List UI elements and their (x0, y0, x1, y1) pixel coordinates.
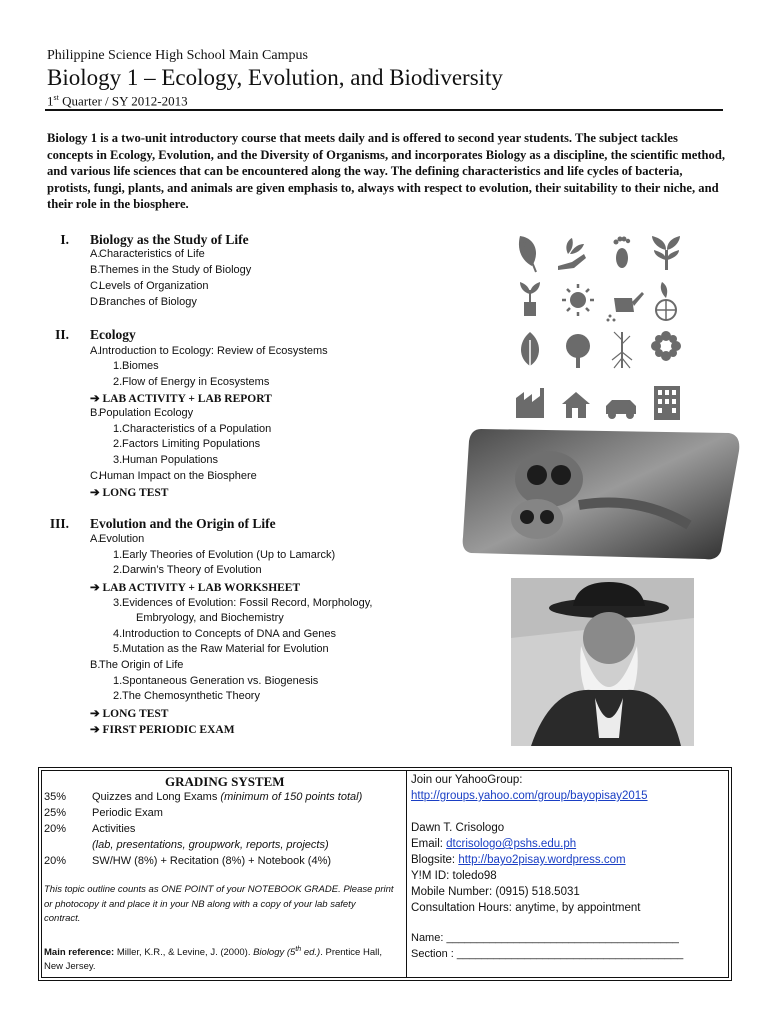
potted-plant-icon (520, 282, 540, 316)
list-item: 1. Spontaneous Generation vs. Biogenesis (113, 675, 319, 687)
tarsier-photo (459, 425, 742, 562)
section-3-title: Evolution and the Origin of Life (90, 516, 276, 531)
grading-row-label: Periodic Exam (92, 807, 163, 819)
email-link[interactable]: dtcrisologo@pshs.edu.ph (446, 838, 577, 850)
watering-can-icon (607, 292, 645, 322)
grading-row: 25% (44, 807, 67, 819)
factory-icon (516, 388, 544, 418)
box-divider (406, 771, 407, 977)
list-item: B. Population Ecology (90, 407, 194, 419)
list-item: C. Human Impact on the Biosphere (90, 470, 257, 482)
sun-icon (562, 284, 594, 316)
list-item: 4. Introduction to Concepts of DNA and Genes (113, 628, 337, 640)
plant-sprout-icon (652, 236, 680, 270)
list-item: D. Branches of Biology (90, 296, 197, 308)
list-item: 1. Early Theories of Evolution (Up to Lamarck) (113, 549, 336, 561)
teacher-name: Dawn T. Crisologo (411, 822, 505, 834)
section-2-title: Ecology (90, 327, 136, 342)
grading-row: 35% (44, 791, 67, 803)
school-name: Philippine Science High School Main Campus (47, 48, 308, 63)
info-box-inner (41, 770, 729, 978)
globe-plant-icon (656, 282, 676, 320)
footprint-icon (614, 237, 631, 269)
long-test-note: ➔ LONG TEST (90, 708, 169, 720)
flower-icon (651, 331, 681, 361)
list-item: A. Characteristics of Life (90, 248, 205, 260)
list-item: 1. Biomes (113, 360, 159, 372)
mobile-number: Mobile Number: (0915) 518.5031 (411, 886, 580, 898)
notebook-notice: This topic outline counts as ONE POINT of your NOTEBOOK GRADE. Please print or photocopy it and place it in your NB along with a copy of your lab safety contract. (44, 884, 394, 924)
header-rule (45, 109, 723, 111)
quarter-text: Quarter / SY 2012-2013 (58, 93, 188, 109)
periodic-exam-note: ➔ FIRST PERIODIC EXAM (90, 724, 235, 736)
list-item: B. Themes in the Study of Biology (90, 264, 252, 276)
grading-row: 20% (44, 855, 67, 867)
lab-activity-note: ➔ LAB ACTIVITY + LAB WORKSHEET (90, 582, 301, 594)
blog-link[interactable]: http://bayo2pisay.wordpress.com (458, 854, 626, 866)
section-field[interactable]: Section : _____________________________________ (411, 948, 684, 960)
yahoo-group-link[interactable]: http://groups.yahoo.com/group/bayopisay2015 (411, 790, 648, 802)
name-field[interactable]: Name: ______________________________________ (411, 932, 679, 944)
list-item: 5. Mutation as the Raw Material for Evolution (113, 643, 329, 655)
list-item: 3. Human Populations (113, 454, 219, 466)
quarter-number: 1 (47, 93, 54, 109)
list-item: 2. Darwin’s Theory of Evolution (113, 564, 262, 576)
list-item: 3. Evidences of Evolution: Fossil Record, Morphology, (113, 597, 373, 609)
blog-row: Blogsite: http://bayo2pisay.wordpress.com (411, 854, 626, 866)
list-item: 2. Factors Limiting Populations (113, 438, 261, 450)
tree-icon (566, 334, 590, 368)
grading-row-label: Activities (92, 823, 136, 835)
grading-title: GRADING SYSTEM (165, 774, 285, 789)
list-item: B. The Origin of Life (90, 659, 184, 671)
leaf-icon (521, 332, 539, 368)
ym-id: Y!M ID: toledo98 (411, 870, 497, 882)
list-item: 2. Flow of Energy in Ecosystems (113, 376, 270, 388)
main-reference: Main reference: Miller, K.R., & Levine, J. (2000). Biology (5th ed.). Prentice Hall, New Jersey. (44, 946, 382, 972)
list-item-continued: Embryology, and Biochemistry (136, 612, 284, 624)
list-item: 1. Characteristics of a Population (113, 423, 272, 435)
email-row: Email: dtcrisologo@pshs.edu.ph (411, 838, 577, 850)
house-icon (562, 392, 590, 418)
yahoo-group-label: Join our YahooGroup: (411, 774, 523, 786)
page-title: Biology 1 – Ecology, Evolution, and Biodiversity (47, 65, 503, 90)
list-item: A. Evolution (90, 533, 145, 545)
list-item: A. Introduction to Ecology: Review of Ecosystems (90, 345, 328, 357)
quarter-suffix: st (53, 93, 59, 102)
grading-row-note: (lab, presentations, groupwork, reports, projects) (92, 839, 329, 851)
grading-row-label: SW/HW (8%) + Recitation (8%) + Notebook (4%) (92, 855, 332, 867)
building-icon (654, 386, 680, 420)
section-2-number: II. (55, 327, 69, 342)
course-description: Biology 1 is a two-unit introductory course that meets daily and is offered to second year students. The subject tackles concepts in Ecology, Evolution, and the Diversity of Organisms, and incorporates Biology as a discipline, the scientific method, and various life sciences that can be encountered along the way. The defining characteristics and life cycles of bacteria, protists, fungi, plants, and animals are given emphasis to, always with respect to evolution, their suitability to their niche, and their role in the biosphere. (47, 131, 725, 212)
info-box (38, 767, 732, 981)
long-test-note: ➔ LONG TEST (90, 487, 169, 499)
car-icon (606, 400, 636, 419)
grading-row-label: Quizzes and Long Exams (minimum of 150 points total) (92, 791, 363, 803)
ecology-icons-grid (510, 232, 690, 422)
hand-plant-icon (558, 238, 586, 270)
section-1-number: I. (60, 232, 69, 247)
darwin-portrait-photo (511, 578, 694, 746)
quarter-label (47, 93, 188, 109)
list-item: 2. The Chemosynthetic Theory (113, 690, 260, 702)
list-item: C. Levels of Organization (90, 280, 209, 292)
section-3-number: III. (49, 516, 69, 531)
leaf-icon (519, 236, 536, 272)
consultation-hours: Consultation Hours: anytime, by appointment (411, 902, 641, 914)
tree-roots-icon (612, 332, 632, 368)
grading-row: 20% (44, 823, 67, 835)
section-1-title: Biology as the Study of Life (90, 232, 249, 247)
lab-activity-note: ➔ LAB ACTIVITY + LAB REPORT (90, 393, 272, 405)
